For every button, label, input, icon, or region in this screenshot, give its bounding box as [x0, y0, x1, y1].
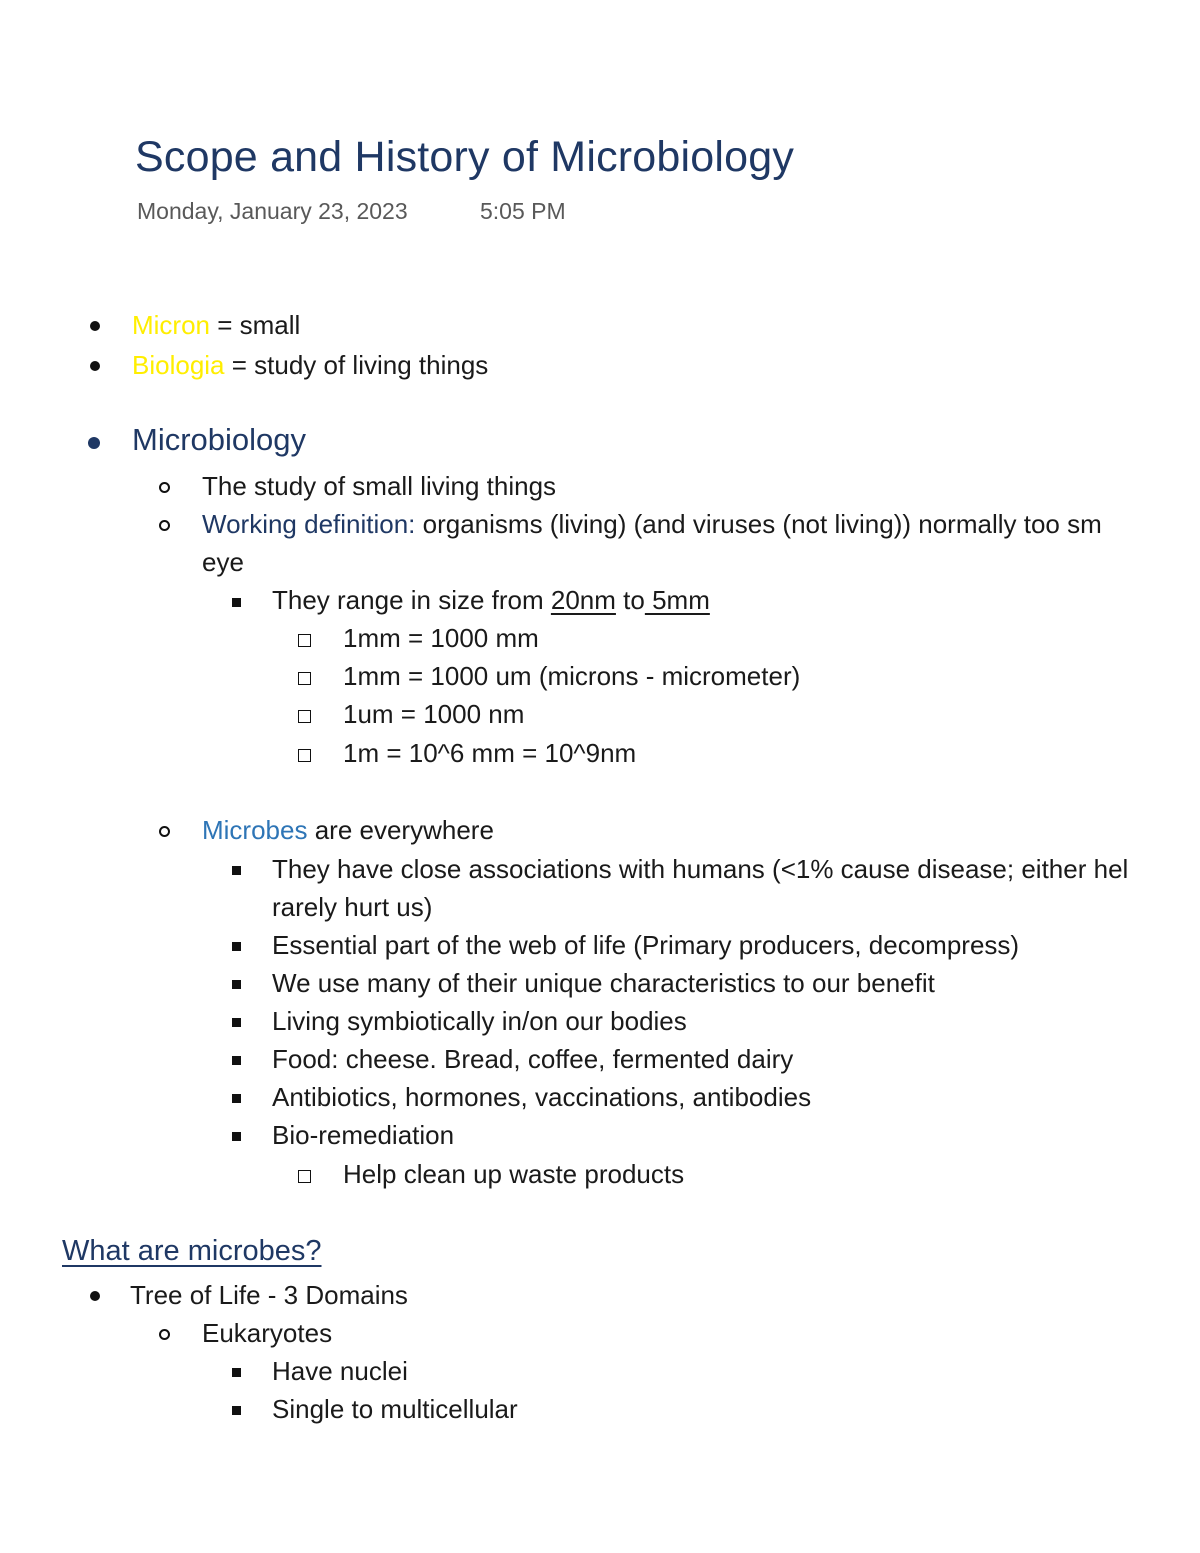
size-range-to: 5mm — [644, 585, 710, 615]
bullet-box-icon — [298, 710, 311, 723]
study-definition: The study of small living things — [202, 471, 557, 501]
term-label: Micron — [132, 310, 211, 340]
bullet-dot-icon — [90, 1291, 100, 1301]
bullet-box-icon — [298, 1170, 311, 1183]
eukaryote-point: Single to multicellular — [272, 1394, 518, 1424]
term-definition: = small — [210, 310, 301, 340]
bullet-circle-icon — [159, 1329, 170, 1340]
bullet-square-icon — [232, 1406, 241, 1415]
microbe-point: Food: cheese. Bread, coffee, fermented dairy — [272, 1044, 794, 1074]
term-micron — [132, 308, 300, 342]
working-definition — [202, 507, 1102, 541]
bioremediation-sub: Help clean up waste products — [343, 1159, 685, 1189]
bullet-dot-icon — [90, 321, 100, 331]
microbe-point: Living symbiotically in/on our bodies — [272, 1006, 687, 1036]
bullet-square-icon — [232, 1018, 241, 1027]
size-range-mid: to — [615, 585, 645, 615]
associations-line: They have close associations with humans (<1% cause disease; either hel — [272, 854, 1129, 884]
working-definition-continued: eye — [202, 547, 244, 577]
microbe-point: Essential part of the web of life (Primary producers, decompress) — [272, 930, 1020, 960]
bullet-dot-icon — [90, 361, 100, 371]
microbiology-heading: Microbiology — [132, 422, 307, 457]
bullet-box-icon — [298, 749, 311, 762]
size-range-from: 20nm — [550, 585, 616, 615]
bullet-box-icon — [298, 672, 311, 685]
bullet-square-icon — [232, 1132, 241, 1141]
working-definition-label: Working definition: — [202, 509, 416, 539]
term-definition: = study of living things — [224, 350, 489, 380]
microbes-rest: are everywhere — [307, 815, 494, 845]
bullet-dot-icon — [88, 437, 100, 449]
microbe-point: Antibiotics, hormones, vaccinations, antibodies — [272, 1082, 812, 1112]
bullet-square-icon — [232, 942, 241, 951]
size-range-prefix: They range in size from — [272, 585, 551, 615]
bullet-square-icon — [232, 1094, 241, 1103]
microbes-everywhere — [202, 813, 494, 847]
microbe-point: We use many of their unique characteristics to our benefit — [272, 968, 935, 998]
bullet-circle-icon — [159, 520, 170, 531]
page-title: Scope and History of Microbiology — [135, 133, 795, 181]
page-date: Monday, January 23, 2023 — [137, 198, 408, 224]
conversion-item: 1m = 10^6 mm = 10^9nm — [343, 738, 637, 768]
term-label: Biologia — [132, 350, 225, 380]
conversion-item: 1mm = 1000 um (microns - micrometer) — [343, 661, 801, 691]
working-definition-text: organisms (living) (and viruses (not living)) normally too sm — [415, 509, 1102, 539]
term-biologia — [132, 348, 488, 382]
conversion-item: 1mm = 1000 mm — [343, 623, 539, 653]
bullet-box-icon — [298, 634, 311, 647]
bullet-circle-icon — [159, 482, 170, 493]
page-time: 5:05 PM — [480, 198, 566, 224]
eukaryote-point: Have nuclei — [272, 1356, 408, 1386]
conversion-item: 1um = 1000 nm — [343, 699, 525, 729]
microbes-label: Microbes — [202, 815, 308, 845]
associations-line-continued: rarely hurt us) — [272, 892, 433, 922]
bullet-square-icon — [232, 980, 241, 989]
eukaryotes: Eukaryotes — [202, 1318, 333, 1348]
tree-of-life: Tree of Life - 3 Domains — [130, 1280, 408, 1310]
bullet-square-icon — [232, 1368, 241, 1377]
bullet-circle-icon — [159, 826, 170, 837]
bullet-square-icon — [232, 1056, 241, 1065]
bullet-square-icon — [232, 866, 241, 875]
bullet-square-icon — [232, 598, 241, 607]
microbe-point: Bio-remediation — [272, 1120, 455, 1150]
size-range — [272, 583, 710, 617]
section-heading: What are microbes? — [62, 1235, 322, 1267]
